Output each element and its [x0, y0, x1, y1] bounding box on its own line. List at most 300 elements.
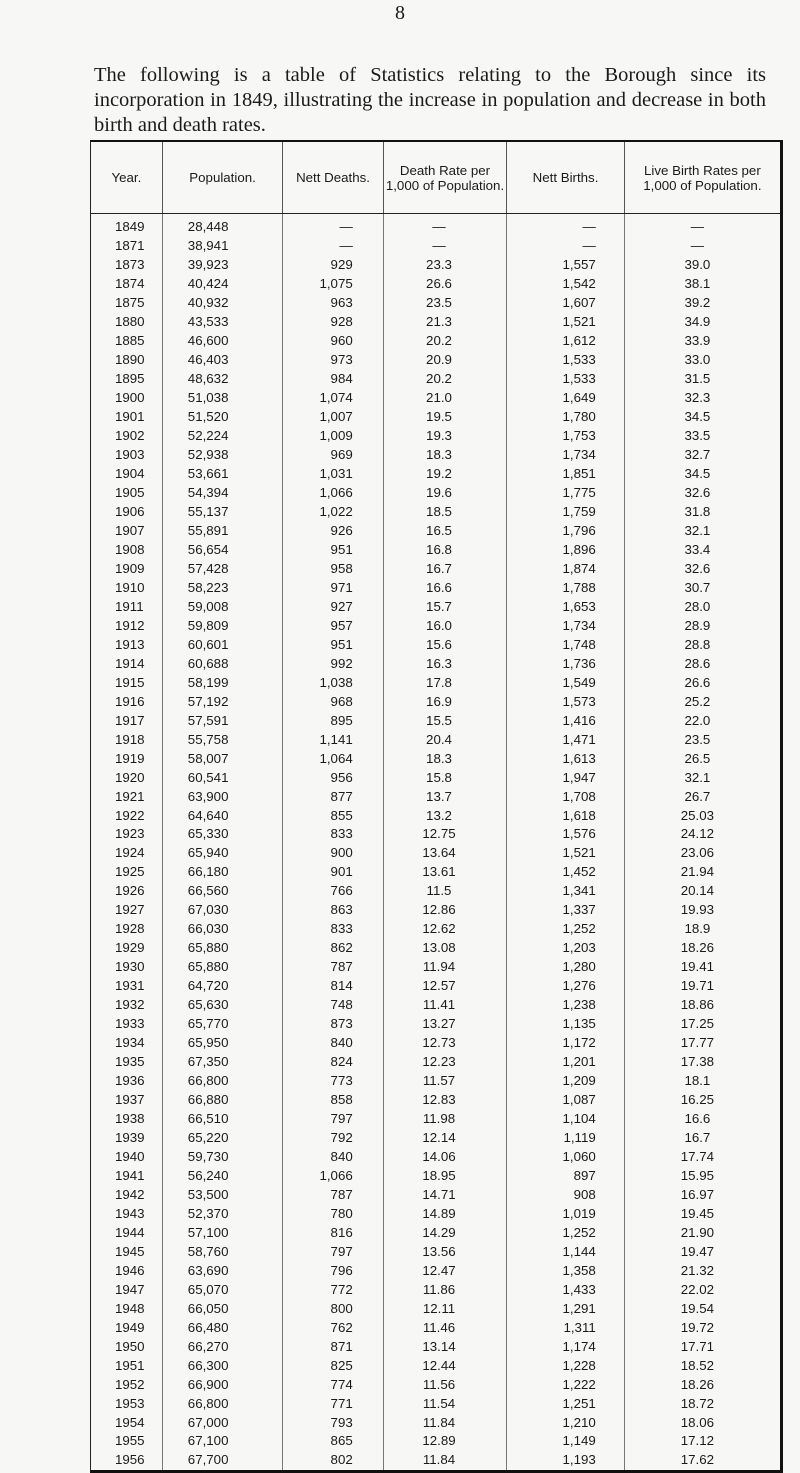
birth-rate-cell: 20.14 — [624, 882, 780, 901]
birth-rate-cell: 21.32 — [624, 1261, 780, 1280]
nett-deaths-cell: 956 — [283, 768, 383, 787]
year-cell: 1901 — [115, 409, 145, 425]
birth-rate-cell: 21.90 — [624, 1223, 780, 1242]
nett-deaths-cell: 877 — [283, 787, 383, 806]
nett-births-cell: 1,311 — [507, 1318, 625, 1337]
death-rate-cell: 19.6 — [383, 484, 507, 503]
header-birth-rate: Live Birth Rates per 1,000 of Population. — [624, 142, 780, 214]
year-cell: 1944 — [115, 1224, 145, 1240]
death-rate-cell: 11.46 — [383, 1318, 507, 1337]
year-cell: 1922 — [115, 807, 145, 823]
table-row — [91, 1147, 780, 1166]
nett-deaths-cell: 1,007 — [283, 408, 383, 427]
year-cell: 1949 — [115, 1319, 145, 1335]
birth-rate-cell: 32.1 — [624, 522, 780, 541]
table-row — [91, 1280, 780, 1299]
population-cell: 66,270 — [162, 1337, 283, 1356]
nett-deaths-cell: 971 — [283, 578, 383, 597]
table-row — [91, 256, 780, 275]
death-rate-cell: 18.5 — [383, 503, 507, 522]
borough-statistics-table — [91, 142, 780, 1470]
death-rate-cell: 12.62 — [383, 920, 507, 939]
nett-deaths-cell: 900 — [283, 844, 383, 863]
year-cell: 1935 — [115, 1054, 145, 1070]
nett-deaths-cell: 957 — [283, 616, 383, 635]
year-cell: 1945 — [115, 1243, 145, 1259]
birth-rate-cell: 33.5 — [624, 427, 780, 446]
nett-deaths-cell: 1,066 — [283, 484, 383, 503]
death-rate-cell: 21.3 — [383, 313, 507, 332]
nett-births-cell: 1,203 — [507, 939, 625, 958]
nett-births-cell: 1,874 — [507, 559, 625, 578]
population-cell: 52,224 — [162, 427, 283, 446]
table-row — [91, 540, 780, 559]
nett-deaths-cell: 951 — [283, 540, 383, 559]
year-cell: 1906 — [115, 504, 145, 520]
year-cell: 1890 — [115, 352, 145, 368]
population-cell: 66,800 — [162, 1394, 283, 1413]
population-cell: 52,370 — [162, 1204, 283, 1223]
population-cell: 67,000 — [162, 1413, 283, 1432]
nett-deaths-cell: 963 — [283, 294, 383, 313]
nett-deaths-cell: 1,038 — [283, 673, 383, 692]
nett-births-cell: — — [507, 214, 625, 237]
table-row — [91, 1242, 780, 1261]
nett-births-cell: 1,251 — [507, 1394, 625, 1413]
table-row — [91, 559, 780, 578]
nett-births-cell: 1,612 — [507, 332, 625, 351]
year-cell: 1936 — [115, 1073, 145, 1089]
death-rate-cell: 21.0 — [383, 389, 507, 408]
year-cell: 1931 — [115, 978, 145, 994]
death-rate-cell: 11.54 — [383, 1394, 507, 1413]
nett-births-cell: 1,341 — [507, 882, 625, 901]
death-rate-cell: 11.41 — [383, 996, 507, 1015]
year-cell: 1919 — [115, 750, 145, 766]
year-cell: 1947 — [115, 1281, 145, 1297]
year-cell: 1926 — [115, 883, 145, 899]
header-population: Population. — [162, 142, 283, 214]
birth-rate-cell: 19.72 — [624, 1318, 780, 1337]
population-cell: 48,632 — [162, 370, 283, 389]
table-row — [91, 389, 780, 408]
nett-deaths-cell: 928 — [283, 313, 383, 332]
nett-deaths-cell: 797 — [283, 1242, 383, 1261]
nett-births-cell: 1,708 — [507, 787, 625, 806]
death-rate-cell: 19.5 — [383, 408, 507, 427]
population-cell: 65,880 — [162, 958, 283, 977]
nett-births-cell: 1,896 — [507, 540, 625, 559]
table-row — [91, 1299, 780, 1318]
population-cell: 60,541 — [162, 768, 283, 787]
population-cell: 65,630 — [162, 996, 283, 1015]
table-row — [91, 1185, 780, 1204]
year-cell: 1950 — [115, 1338, 145, 1354]
nett-births-cell: 1,291 — [507, 1299, 625, 1318]
nett-deaths-cell: 833 — [283, 920, 383, 939]
birth-rate-cell: 18.86 — [624, 996, 780, 1015]
nett-births-cell: 1,947 — [507, 768, 625, 787]
table-row — [91, 1166, 780, 1185]
death-rate-cell: 16.7 — [383, 559, 507, 578]
birth-rate-cell: 26.6 — [624, 673, 780, 692]
birth-rate-cell: 31.8 — [624, 503, 780, 522]
table-row — [91, 427, 780, 446]
table-row — [91, 863, 780, 882]
nett-births-cell: 1,549 — [507, 673, 625, 692]
nett-deaths-cell: 814 — [283, 977, 383, 996]
birth-rate-cell: 33.0 — [624, 351, 780, 370]
year-cell: 1934 — [115, 1035, 145, 1051]
death-rate-cell: 20.2 — [383, 332, 507, 351]
year-cell: 1849 — [115, 219, 145, 235]
death-rate-cell: 13.14 — [383, 1337, 507, 1356]
birth-rate-cell: 17.77 — [624, 1034, 780, 1053]
year-cell: 1905 — [115, 485, 145, 501]
birth-rate-cell: 23.5 — [624, 730, 780, 749]
death-rate-cell: 13.27 — [383, 1015, 507, 1034]
nett-deaths-cell: 1,031 — [283, 465, 383, 484]
birth-rate-cell: 28.8 — [624, 635, 780, 654]
nett-births-cell: 1,238 — [507, 996, 625, 1015]
population-cell: 38,941 — [162, 237, 283, 256]
nett-births-cell: 1,019 — [507, 1204, 625, 1223]
nett-births-cell: 1,533 — [507, 370, 625, 389]
death-rate-cell: 15.7 — [383, 597, 507, 616]
year-cell: 1948 — [115, 1300, 145, 1316]
year-cell: 1942 — [115, 1186, 145, 1202]
table-row — [91, 996, 780, 1015]
nett-births-cell: 1,193 — [507, 1451, 625, 1470]
population-cell: 66,560 — [162, 882, 283, 901]
year-cell: 1880 — [115, 314, 145, 330]
table-row — [91, 1337, 780, 1356]
nett-deaths-cell: 992 — [283, 654, 383, 673]
population-cell: 67,350 — [162, 1053, 283, 1072]
year-cell: 1921 — [115, 788, 145, 804]
death-rate-cell: 11.86 — [383, 1280, 507, 1299]
table-row — [91, 275, 780, 294]
table-row — [91, 749, 780, 768]
population-cell: 57,428 — [162, 559, 283, 578]
nett-deaths-cell: 895 — [283, 711, 383, 730]
birth-rate-cell: 16.97 — [624, 1185, 780, 1204]
birth-rate-cell: 16.25 — [624, 1091, 780, 1110]
birth-rate-cell: 28.9 — [624, 616, 780, 635]
population-cell: 46,403 — [162, 351, 283, 370]
table-row — [91, 977, 780, 996]
nett-deaths-cell: 865 — [283, 1432, 383, 1451]
nett-deaths-cell: 855 — [283, 806, 383, 825]
birth-rate-cell: 18.1 — [624, 1072, 780, 1091]
nett-births-cell: 1,201 — [507, 1053, 625, 1072]
birth-rate-cell: 32.6 — [624, 484, 780, 503]
birth-rate-cell: 18.52 — [624, 1356, 780, 1375]
year-cell: 1910 — [115, 579, 145, 595]
nett-births-cell: — — [507, 237, 625, 256]
year-cell: 1929 — [115, 940, 145, 956]
birth-rate-cell: 32.7 — [624, 446, 780, 465]
nett-births-cell: 1,252 — [507, 1223, 625, 1242]
birth-rate-cell: 22.02 — [624, 1280, 780, 1299]
death-rate-cell: 11.56 — [383, 1375, 507, 1394]
death-rate-cell: 19.2 — [383, 465, 507, 484]
population-cell: 65,940 — [162, 844, 283, 863]
nett-births-cell: 1,753 — [507, 427, 625, 446]
death-rate-cell: 11.84 — [383, 1413, 507, 1432]
nett-births-cell: 1,576 — [507, 825, 625, 844]
year-cell: 1912 — [115, 617, 145, 633]
year-cell: 1928 — [115, 921, 145, 937]
population-cell: 67,700 — [162, 1451, 283, 1470]
birth-rate-cell: 33.4 — [624, 540, 780, 559]
death-rate-cell: 11.94 — [383, 958, 507, 977]
nett-deaths-cell: 969 — [283, 446, 383, 465]
population-cell: 40,424 — [162, 275, 283, 294]
nett-deaths-cell: 833 — [283, 825, 383, 844]
population-cell: 57,192 — [162, 692, 283, 711]
death-rate-cell: 11.57 — [383, 1072, 507, 1091]
birth-rate-cell: 34.5 — [624, 465, 780, 484]
birth-rate-cell: 39.0 — [624, 256, 780, 275]
table-row — [91, 332, 780, 351]
year-cell: 1874 — [115, 276, 145, 292]
table-row — [91, 1015, 780, 1034]
year-cell: 1900 — [115, 390, 145, 406]
population-cell: 59,809 — [162, 616, 283, 635]
table-row — [91, 768, 780, 787]
death-rate-cell: 12.11 — [383, 1299, 507, 1318]
birth-rate-cell: 26.5 — [624, 749, 780, 768]
nett-births-cell: 1,649 — [507, 389, 625, 408]
death-rate-cell: — — [383, 237, 507, 256]
nett-deaths-cell: 800 — [283, 1299, 383, 1318]
year-cell: 1914 — [115, 655, 145, 671]
population-cell: 66,800 — [162, 1072, 283, 1091]
population-cell: 43,533 — [162, 313, 283, 332]
nett-deaths-cell: 840 — [283, 1034, 383, 1053]
nett-deaths-cell: 951 — [283, 635, 383, 654]
nett-deaths-cell: 1,064 — [283, 749, 383, 768]
table-row — [91, 1356, 780, 1375]
table-row — [91, 1072, 780, 1091]
nett-births-cell: 1,748 — [507, 635, 625, 654]
population-cell: 53,661 — [162, 465, 283, 484]
population-cell: 65,330 — [162, 825, 283, 844]
death-rate-cell: — — [383, 214, 507, 237]
nett-births-cell: 1,573 — [507, 692, 625, 711]
nett-deaths-cell: 958 — [283, 559, 383, 578]
population-cell: 65,950 — [162, 1034, 283, 1053]
population-cell: 65,770 — [162, 1015, 283, 1034]
nett-births-cell: 1,172 — [507, 1034, 625, 1053]
death-rate-cell: 16.5 — [383, 522, 507, 541]
death-rate-cell: 18.3 — [383, 446, 507, 465]
page-number: 8 — [395, 2, 405, 24]
death-rate-cell: 20.4 — [383, 730, 507, 749]
year-cell: 1943 — [115, 1205, 145, 1221]
death-rate-cell: 15.6 — [383, 635, 507, 654]
birth-rate-cell: 28.6 — [624, 654, 780, 673]
nett-deaths-cell: 1,075 — [283, 275, 383, 294]
birth-rate-cell: 21.94 — [624, 863, 780, 882]
nett-deaths-cell: 792 — [283, 1129, 383, 1148]
table-row — [91, 939, 780, 958]
population-cell: 67,030 — [162, 901, 283, 920]
header-death-rate: Death Rate per 1,000 of Population. — [383, 142, 507, 214]
population-cell: 55,758 — [162, 730, 283, 749]
table-row — [91, 844, 780, 863]
nett-deaths-cell: 773 — [283, 1072, 383, 1091]
year-cell: 1939 — [115, 1129, 145, 1145]
population-cell: 51,038 — [162, 389, 283, 408]
nett-deaths-cell: 774 — [283, 1375, 383, 1394]
death-rate-cell: 20.9 — [383, 351, 507, 370]
nett-births-cell: 1,210 — [507, 1413, 625, 1432]
population-cell: 66,180 — [162, 863, 283, 882]
nett-births-cell: 1,060 — [507, 1147, 625, 1166]
table-row — [91, 730, 780, 749]
year-cell: 1908 — [115, 541, 145, 557]
death-rate-cell: 14.89 — [383, 1204, 507, 1223]
year-cell: 1911 — [115, 598, 144, 614]
nett-deaths-cell: 771 — [283, 1394, 383, 1413]
birth-rate-cell: 18.26 — [624, 939, 780, 958]
nett-deaths-cell: 901 — [283, 863, 383, 882]
nett-births-cell: 1,533 — [507, 351, 625, 370]
nett-deaths-cell: 797 — [283, 1110, 383, 1129]
table-row — [91, 1413, 780, 1432]
table-row — [91, 522, 780, 541]
nett-births-cell: 1,104 — [507, 1110, 625, 1129]
nett-births-cell: 1,542 — [507, 275, 625, 294]
population-cell: 66,300 — [162, 1356, 283, 1375]
nett-births-cell: 1,607 — [507, 294, 625, 313]
year-cell: 1924 — [115, 845, 145, 861]
birth-rate-cell: 32.1 — [624, 768, 780, 787]
birth-rate-cell: 34.5 — [624, 408, 780, 427]
death-rate-cell: 18.3 — [383, 749, 507, 768]
population-cell: 64,640 — [162, 806, 283, 825]
death-rate-cell: 18.95 — [383, 1166, 507, 1185]
year-cell: 1909 — [115, 560, 145, 576]
nett-deaths-cell: 796 — [283, 1261, 383, 1280]
birth-rate-cell: 19.47 — [624, 1242, 780, 1261]
death-rate-cell: 16.9 — [383, 692, 507, 711]
year-cell: 1933 — [115, 1016, 145, 1032]
nett-births-cell: 1,653 — [507, 597, 625, 616]
nett-deaths-cell: 926 — [283, 522, 383, 541]
death-rate-cell: 15.5 — [383, 711, 507, 730]
nett-deaths-cell: 824 — [283, 1053, 383, 1072]
birth-rate-cell: 31.5 — [624, 370, 780, 389]
table-row — [91, 1261, 780, 1280]
population-cell: 60,601 — [162, 635, 283, 654]
population-cell: 39,923 — [162, 256, 283, 275]
nett-deaths-cell: — — [283, 214, 383, 237]
population-cell: 28,448 — [162, 214, 283, 237]
nett-deaths-cell: 787 — [283, 1185, 383, 1204]
year-cell: 1941 — [115, 1167, 145, 1183]
population-cell: 67,100 — [162, 1432, 283, 1451]
year-cell: 1920 — [115, 769, 145, 785]
population-cell: 65,070 — [162, 1280, 283, 1299]
birth-rate-cell: 25.03 — [624, 806, 780, 825]
table-row — [91, 1110, 780, 1129]
table-row — [91, 1318, 780, 1337]
population-cell: 55,891 — [162, 522, 283, 541]
population-cell: 40,932 — [162, 294, 283, 313]
table-row — [91, 958, 780, 977]
table-row — [91, 408, 780, 427]
year-cell: 1903 — [115, 447, 145, 463]
nett-deaths-cell: 793 — [283, 1413, 383, 1432]
population-cell: 60,688 — [162, 654, 283, 673]
year-cell: 1932 — [115, 997, 145, 1013]
death-rate-cell: 23.3 — [383, 256, 507, 275]
table-row — [91, 825, 780, 844]
nett-births-cell: 1,734 — [507, 616, 625, 635]
birth-rate-cell: 15.95 — [624, 1166, 780, 1185]
death-rate-cell: 14.06 — [383, 1147, 507, 1166]
statistics-table-frame — [90, 140, 783, 1473]
population-cell: 52,938 — [162, 446, 283, 465]
nett-births-cell: 1,228 — [507, 1356, 625, 1375]
table-row — [91, 313, 780, 332]
table-row — [91, 214, 780, 237]
nett-births-cell: 1,796 — [507, 522, 625, 541]
population-cell: 59,730 — [162, 1147, 283, 1166]
table-body — [91, 214, 780, 1470]
nett-deaths-cell: 1,074 — [283, 389, 383, 408]
year-cell: 1923 — [115, 826, 145, 842]
table-row — [91, 692, 780, 711]
year-cell: 1952 — [115, 1376, 145, 1392]
birth-rate-cell: 18.06 — [624, 1413, 780, 1432]
birth-rate-cell: 32.3 — [624, 389, 780, 408]
population-cell: 51,520 — [162, 408, 283, 427]
table-row — [91, 446, 780, 465]
table-row — [91, 294, 780, 313]
birth-rate-cell: 19.45 — [624, 1204, 780, 1223]
year-cell: 1885 — [115, 333, 145, 349]
population-cell: 58,007 — [162, 749, 283, 768]
death-rate-cell: 12.47 — [383, 1261, 507, 1280]
year-cell: 1954 — [115, 1414, 145, 1430]
year-cell: 1930 — [115, 959, 145, 975]
year-cell: 1940 — [115, 1148, 145, 1164]
table-row — [91, 1129, 780, 1148]
nett-births-cell: 1,471 — [507, 730, 625, 749]
birth-rate-cell: 16.7 — [624, 1129, 780, 1148]
year-cell: 1955 — [115, 1433, 145, 1449]
death-rate-cell: 12.44 — [383, 1356, 507, 1375]
nett-deaths-cell: 1,022 — [283, 503, 383, 522]
nett-deaths-cell: 862 — [283, 939, 383, 958]
table-row — [91, 578, 780, 597]
nett-births-cell: 1,149 — [507, 1432, 625, 1451]
table-row — [91, 484, 780, 503]
population-cell: 64,720 — [162, 977, 283, 996]
birth-rate-cell: — — [624, 237, 780, 256]
table-row — [91, 616, 780, 635]
death-rate-cell: 11.98 — [383, 1110, 507, 1129]
table-row — [91, 654, 780, 673]
nett-deaths-cell: 825 — [283, 1356, 383, 1375]
nett-deaths-cell: 840 — [283, 1147, 383, 1166]
table-row — [91, 597, 780, 616]
nett-births-cell: 1,788 — [507, 578, 625, 597]
